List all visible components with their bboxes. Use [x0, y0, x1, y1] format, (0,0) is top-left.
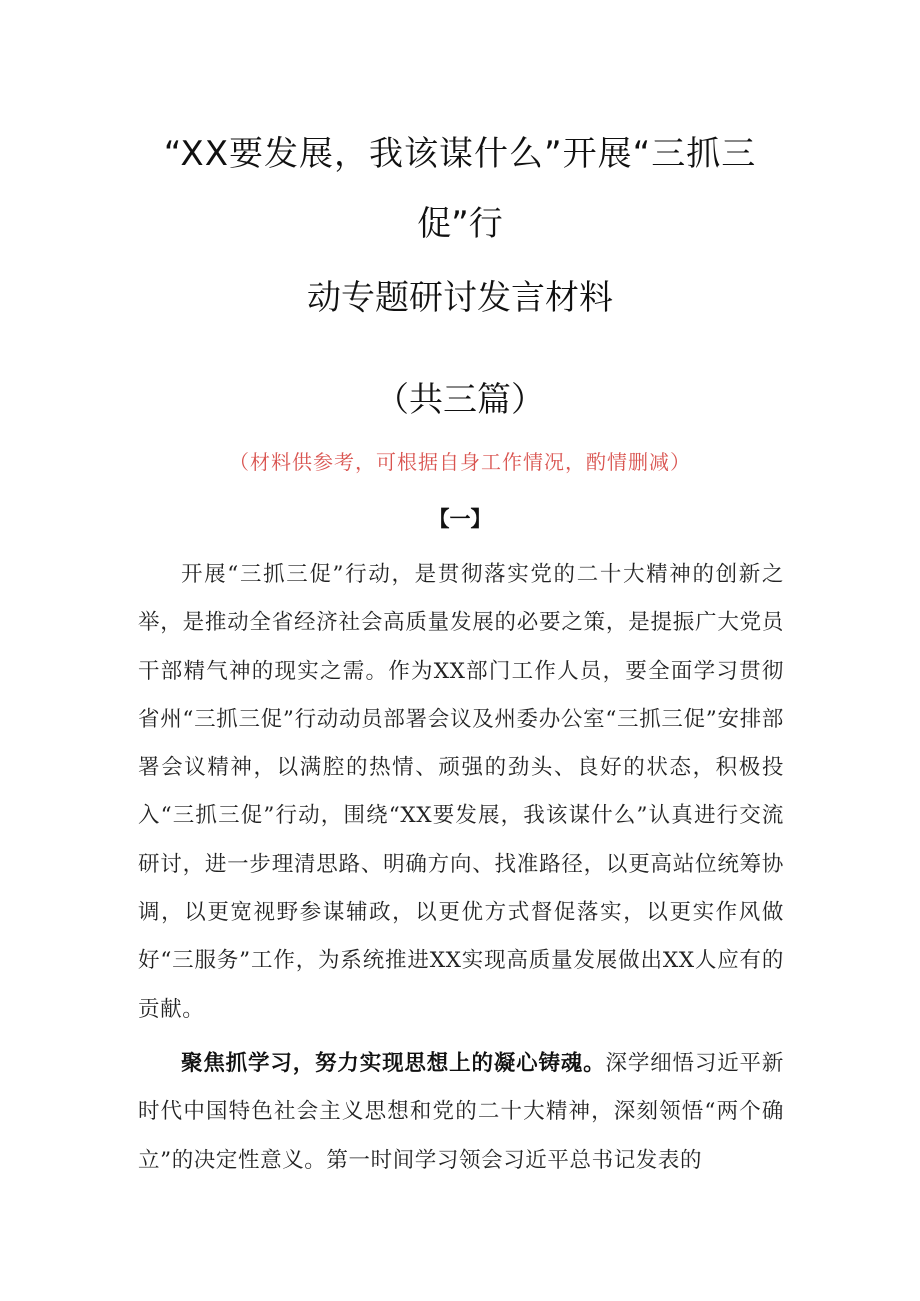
document-subtitle: （共三篇） [375, 380, 545, 420]
section-marker: 【一】 [428, 507, 492, 531]
reference-note: （材料供参考，可根据自身工作情况，酌情删减） [229, 450, 691, 474]
body-paragraph-1: 开展“三抓三促”行动，是贯彻落实党的二十大精神的创新之举，是推动全省经济社会高质量发展的必要之策，是提振广大党员干部精气神的现实之需。作为XX部门工作人员，要全面学习贯彻省州“三抓三促”行动动员部署会议及州委办公室“三抓三促”安排部署会议精神，以满腔的热情、顽强的劲头、良好的状态，积极投入“三抓三促”行动，围绕“XX要发展，我该谋什么”认真进行交流研讨，进一步理清思路、明确方向、找准路径，以更高站位统筹协调，以更宽视野参谋辅政，以更优方式督促落实，以更实作风做好“三服务”工作，为系统推进XX实现高质量发展做出XX人应有的贡献。 [138, 562, 784, 1022]
paragraph-body-text: 深学细悟习近平新时代中国特色社会主义思想和党的二十大精神，深刻领悟“两个确立”的决定性意义。第一时间学习领会习近平总书记发表的 [138, 1051, 784, 1173]
body-paragraph-2 [138, 1040, 784, 1185]
paragraph-lead-heading: 聚焦抓学习，努力实现思想上的凝心铸魂。 [181, 1051, 606, 1076]
document-title-line-2: 促”行 [417, 204, 503, 244]
document-title-line-1: “XX要发展，我该谋什么”开展“三抓三 [163, 134, 757, 174]
document-title-line-3: 动专题研讨发言材料 [307, 278, 613, 318]
